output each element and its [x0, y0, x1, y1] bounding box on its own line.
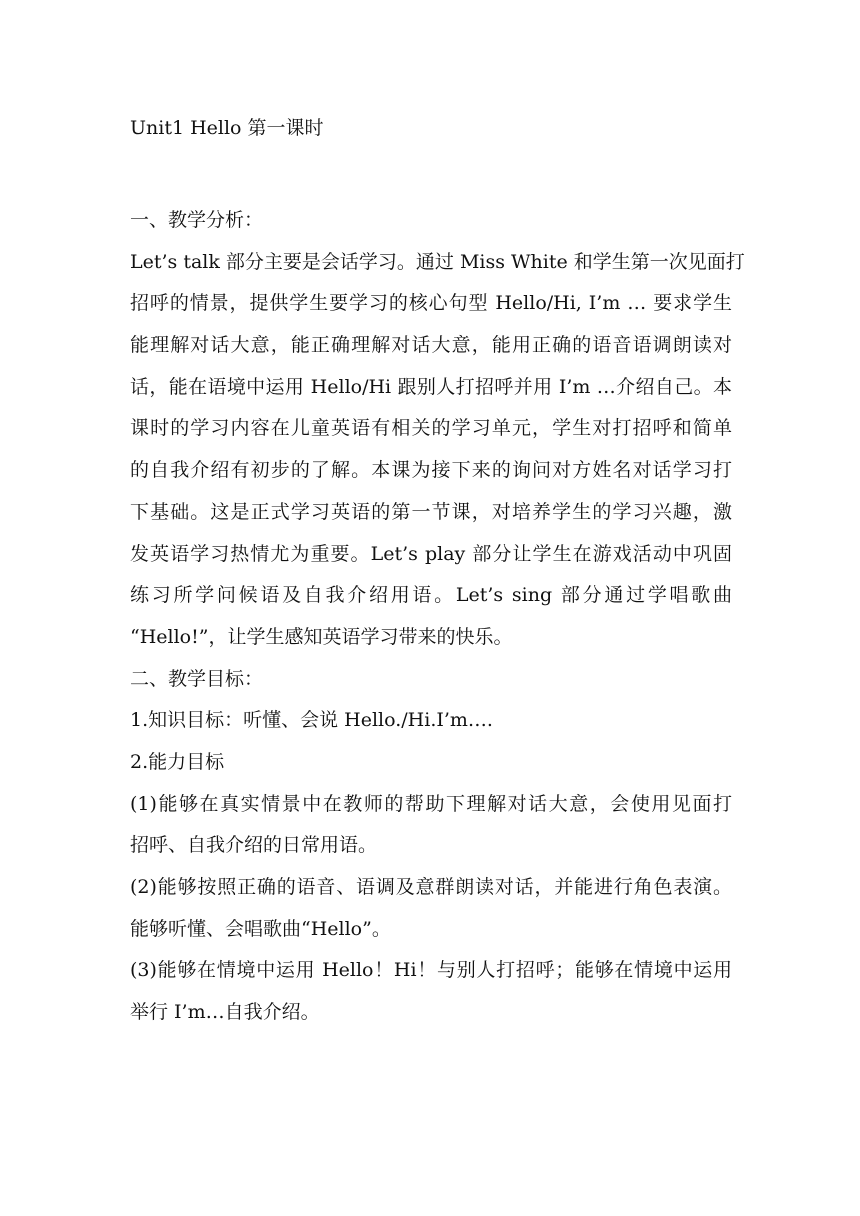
document-body: [130, 200, 745, 1034]
paragraph-line: 的自我介绍有初步的了解。本课为接下来的询问对方姓名对话学习打: [130, 459, 732, 482]
objective-item-1: (1)能够在真实情景中在教师的帮助下理解对话大意，会使用见面打: [130, 792, 732, 815]
paragraph-line: Let’s talk 部分主要是会话学习。通过 Miss White 和学生第一次见面打: [130, 250, 745, 273]
ability-objective-heading: 2.能力目标: [130, 750, 225, 773]
knowledge-objective: 1.知识目标：听懂、会说 Hello./Hi.I’m….: [130, 709, 493, 732]
section-heading-objectives: 二、教学目标：: [130, 667, 264, 690]
paragraph-line: 下基础。这是正式学习英语的第一节课，对培养学生的学习兴趣，激: [130, 500, 732, 523]
document-title: Unit1 Hello 第一课时: [130, 117, 324, 139]
paragraph-line: 话，能在语境中运用 Hello/Hi 跟别人打招呼并用 I’m …介绍自己。本: [130, 375, 732, 398]
paragraph-line: 课时的学习内容在儿童英语有相关的学习单元，学生对打招呼和简单: [130, 417, 732, 440]
paragraph-line: 练习所学问候语及自我介绍用语。Let’s sing 部分通过学唱歌曲: [130, 584, 732, 607]
paragraph-line: “Hello!”，让学生感知英语学习带来的快乐。: [130, 625, 513, 648]
objective-item-2: (2)能够按照正确的语音、语调及意群朗读对话，并能进行角色表演。: [130, 876, 732, 898]
objective-item-3: (3)能够在情境中运用 Hello！Hi！与别人打招呼；能够在情境中运用: [130, 959, 732, 982]
paragraph-line: 招呼的情景，提供学生要学习的核心句型 Hello/Hi, I’m … 要求学生: [130, 292, 732, 315]
paragraph-line: 发英语学习热情尤为重要。Let’s play 部分让学生在游戏活动中巩固: [130, 542, 732, 565]
objective-item-2-continued: 能够听懂、会唱歌曲“Hello”。: [130, 917, 391, 940]
objective-item-1-continued: 招呼、自我介绍的日常用语。: [130, 834, 378, 857]
paragraph-line: 能理解对话大意，能正确理解对话大意，能用正确的语音语调朗读对: [130, 334, 732, 357]
section-heading-analysis: 一、教学分析：: [130, 209, 264, 231]
objective-item-3-continued: 举行 I’m…自我介绍。: [130, 1001, 320, 1024]
